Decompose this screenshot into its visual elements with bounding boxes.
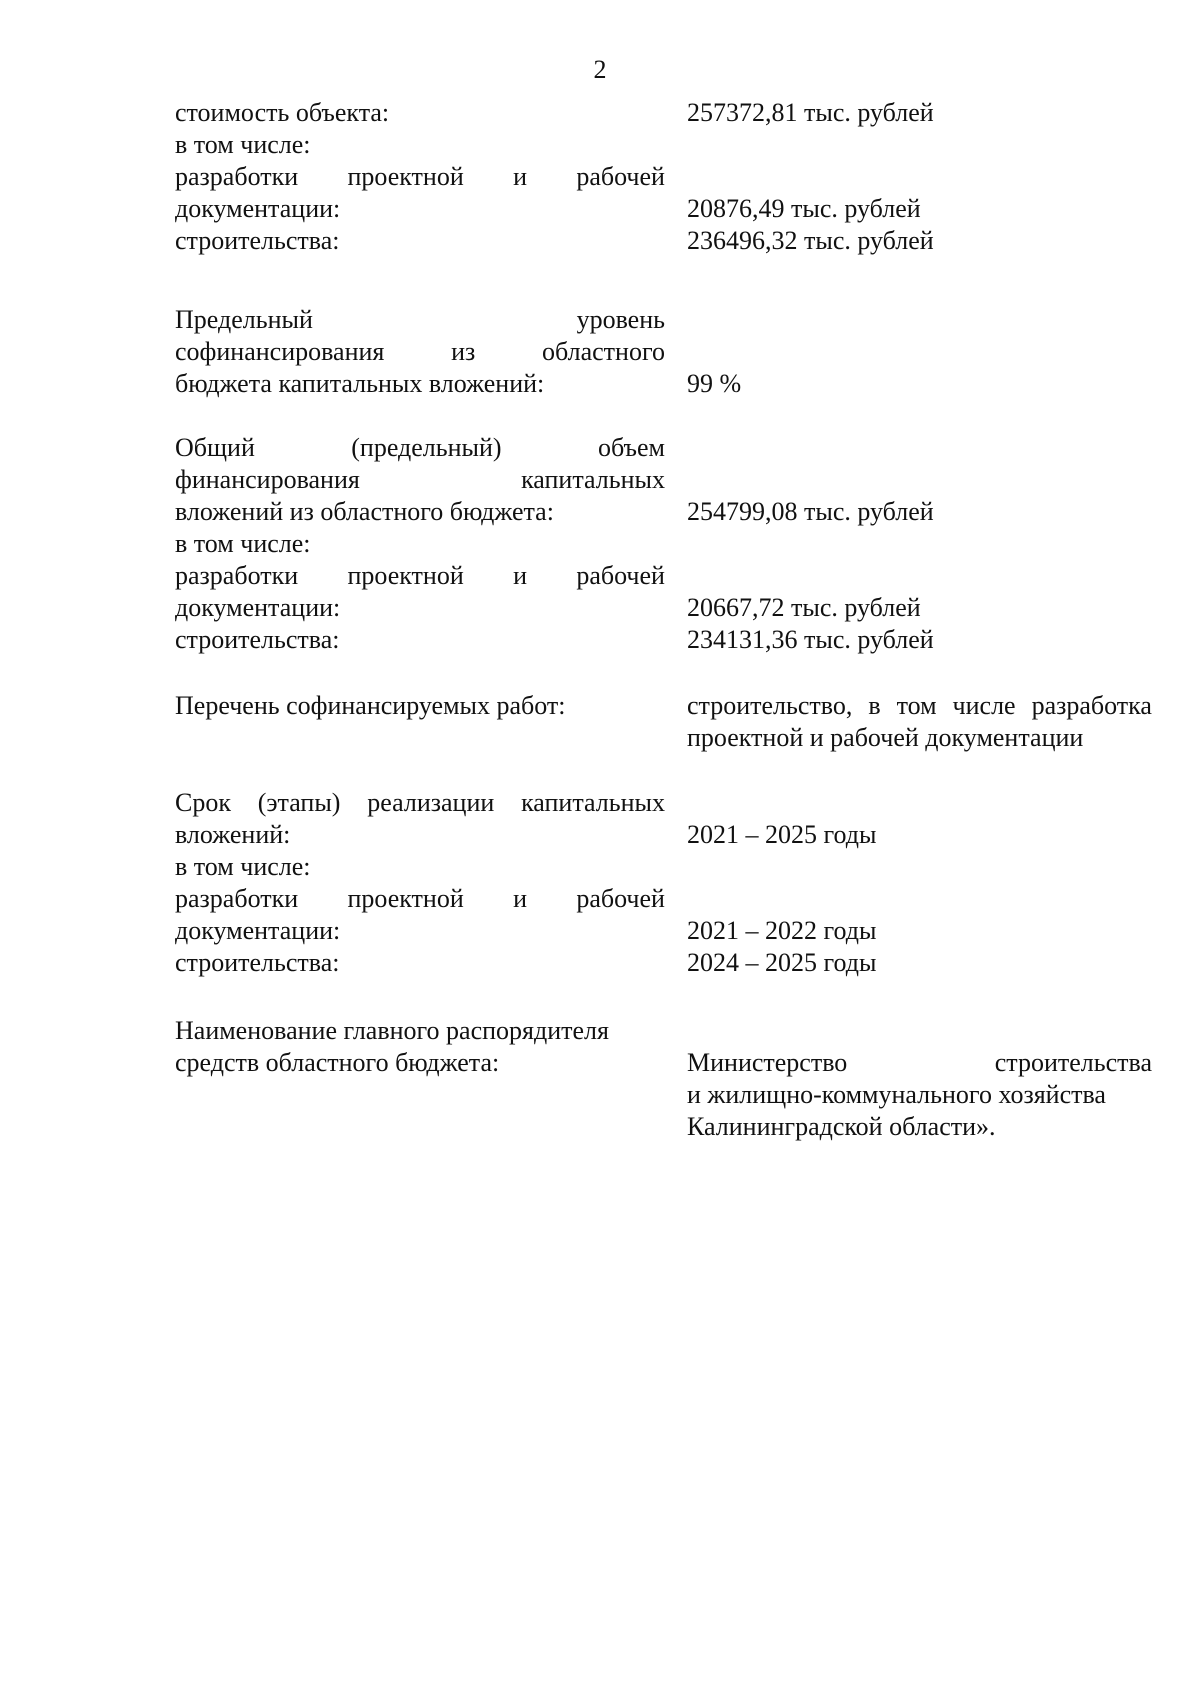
total-volume-section — [175, 432, 1150, 656]
manager-value-line3: Калининградской области». — [687, 1112, 996, 1141]
term-design-label-line1: разработки проектной и рабочей — [175, 884, 665, 913]
total-volume-design-value: 20667,72 тыс. рублей — [687, 593, 921, 622]
total-volume-design-label-line2: документации: — [175, 593, 341, 622]
cofinancing-label-line1: Предельный уровень — [175, 305, 665, 334]
works-list-value-line2: проектной и рабочей документации — [687, 723, 1084, 752]
cost-including-label: в том числе: — [175, 130, 311, 159]
cost-value: 257372,81 тыс. рублей — [687, 98, 934, 127]
term-including-label: в том числе: — [175, 852, 311, 881]
manager-value-line2: и жилищно-коммунального хозяйства — [687, 1080, 1106, 1109]
cost-construction-label: строительства: — [175, 226, 340, 255]
cost-label: стоимость объекта: — [175, 98, 390, 127]
term-construction-label: строительства: — [175, 948, 340, 977]
cofinancing-value: 99 % — [687, 369, 742, 398]
cost-design-label-line2: документации: — [175, 194, 341, 223]
term-design-value: 2021 – 2022 годы — [687, 916, 877, 945]
works-list-section — [175, 690, 1150, 754]
works-list-value-line1: строительство, в том числе разработка — [687, 691, 1152, 720]
total-volume-value: 254799,08 тыс. рублей — [687, 497, 934, 526]
total-volume-design-label-line1: разработки проектной и рабочей — [175, 561, 665, 590]
cofinancing-section — [175, 304, 1150, 400]
cost-construction-value: 236496,32 тыс. рублей — [687, 226, 934, 255]
manager-label-line1: Наименование главного распорядителя — [175, 1016, 609, 1045]
cofinancing-label-line2: софинансирования из областного — [175, 337, 665, 366]
cost-design-label-line1: разработки проектной и рабочей — [175, 162, 665, 191]
term-section — [175, 787, 1150, 979]
term-value: 2021 – 2025 годы — [687, 820, 877, 849]
total-volume-construction-value: 234131,36 тыс. рублей — [687, 625, 934, 654]
works-list-label: Перечень софинансируемых работ: — [175, 691, 566, 720]
total-volume-label-line2: финансирования капитальных — [175, 465, 665, 494]
total-volume-construction-label: строительства: — [175, 625, 340, 654]
manager-label-line2: средств областного бюджета: — [175, 1048, 500, 1077]
total-volume-label-line1: Общий (предельный) объем — [175, 433, 665, 462]
term-design-label-line2: документации: — [175, 916, 341, 945]
total-volume-including-label: в том числе: — [175, 529, 311, 558]
page-number: 2 — [593, 55, 607, 84]
total-volume-label-line3: вложений из областного бюджета: — [175, 497, 554, 526]
cost-design-value: 20876,49 тыс. рублей — [687, 194, 921, 223]
term-construction-value: 2024 – 2025 годы — [687, 948, 877, 977]
cost-section — [175, 97, 1150, 257]
cofinancing-label-line3: бюджета капитальных вложений: — [175, 369, 545, 398]
manager-value-line1: Министерство строительства — [687, 1048, 1152, 1077]
term-label-line1: Срок (этапы) реализации капитальных — [175, 788, 665, 817]
term-label-line2: вложений: — [175, 820, 291, 849]
manager-section — [175, 1015, 1150, 1143]
